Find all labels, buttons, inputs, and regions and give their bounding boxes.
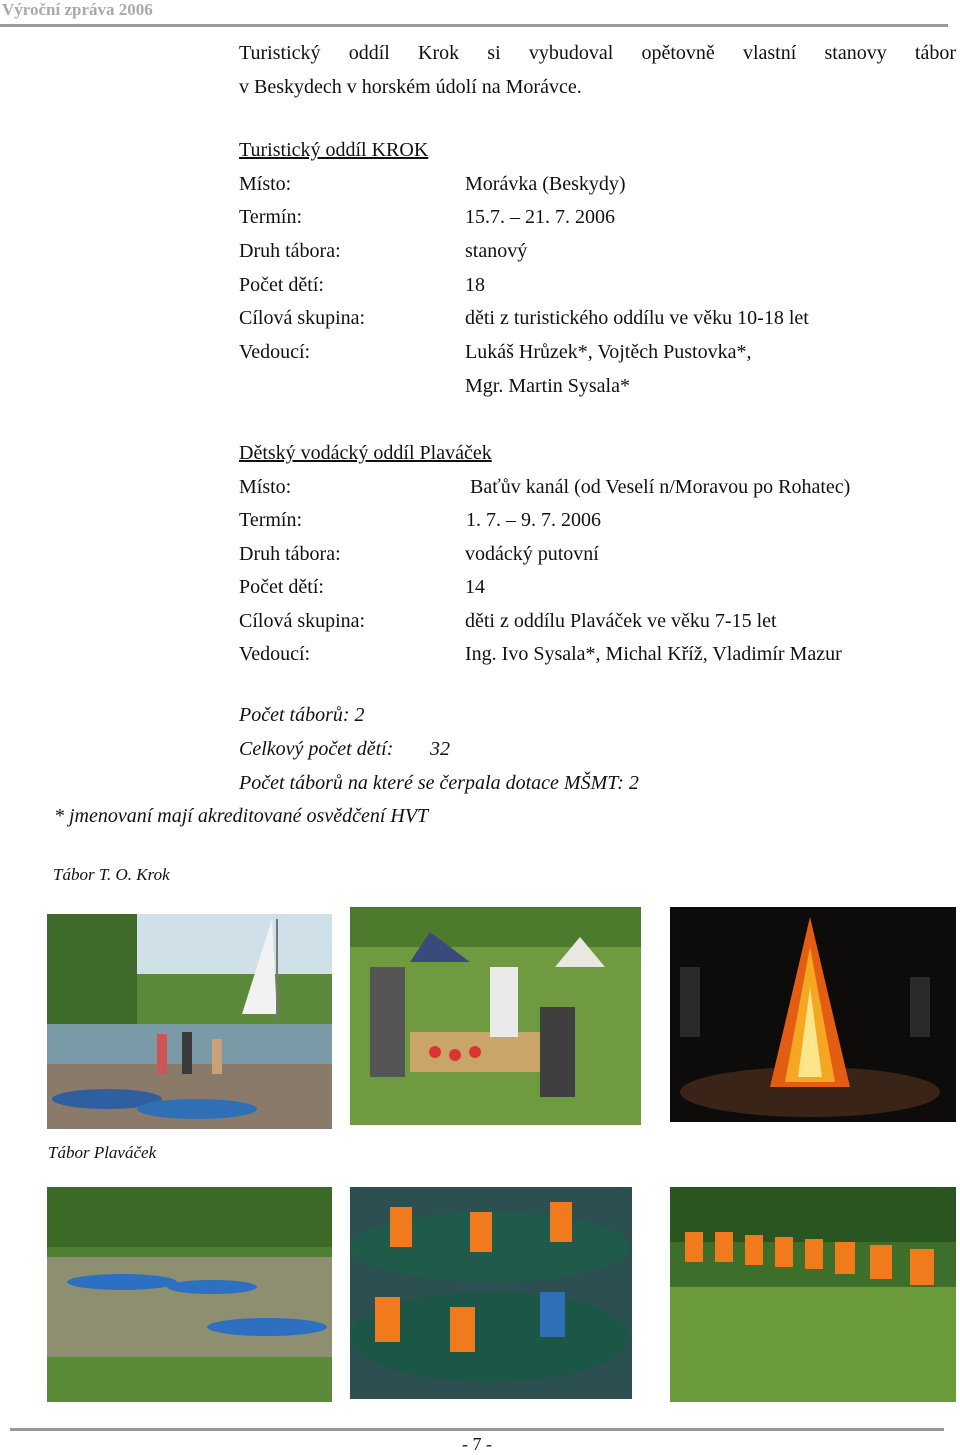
summary-children-label: Celkový počet dětí: [239, 738, 394, 760]
camp2-label-children: Počet dětí: [239, 576, 324, 598]
camp1-value-children: 18 [465, 274, 485, 296]
summary-camps: Počet táborů: 2 [239, 704, 365, 726]
camp1-title: Turistický oddíl KROK [239, 139, 429, 161]
photo-kids-lifejackets [670, 1187, 956, 1402]
footer-rule [10, 1428, 944, 1431]
camp2-value-place: Baťův kanál (od Veselí n/Moravou po Rohatec) [470, 476, 851, 498]
photo-campfire [670, 907, 956, 1122]
camp1-value-date: 15.7. – 21. 7. 2006 [465, 206, 615, 228]
caption-plavacek: Tábor Plaváček [48, 1143, 157, 1162]
camp1-value-group: děti z turistického oddílu ve věku 10-18 let [465, 307, 809, 329]
intro-line-1: Turistický oddíl Krok si vybudoval opětovně vlastní stanovy tábor [239, 42, 956, 64]
camp2-label-leaders: Vedoucí: [239, 643, 311, 665]
camp1-label-leaders: Vedoucí: [239, 341, 311, 363]
camp1-value-leaders: Lukáš Hrůzek*, Vojtěch Pustovka*, [465, 341, 752, 363]
camp2-label-type: Druh tábora: [239, 543, 341, 565]
camp2-label-group: Cílová skupina: [239, 610, 366, 632]
camp2-label-place: Místo: [239, 476, 292, 498]
camp1-label-place: Místo: [239, 173, 292, 195]
photo-lake-sailboat [47, 914, 332, 1129]
camp2-value-date: 1. 7. – 9. 7. 2006 [466, 509, 601, 531]
photo-rafts-kids [350, 1187, 632, 1399]
camp2-value-type: vodácký putovní [465, 543, 599, 565]
photo-river-canoes [47, 1187, 332, 1402]
camp2-value-leaders: Ing. Ivo Sysala*, Michal Kříž, Vladimír Mazur [465, 643, 842, 665]
intro-paragraph [239, 36, 956, 104]
footnote: * jmenovaní mají akreditované osvědčení HVT [54, 805, 429, 827]
camp1-label-type: Druh tábora: [239, 240, 341, 262]
summary-children-value: 32 [430, 738, 450, 760]
header-rule [0, 24, 948, 27]
page-number: - 7 - [462, 1434, 492, 1454]
camp2-value-group: děti z oddílu Plaváček ve věku 7-15 let [465, 610, 777, 632]
camp1-label-children: Počet dětí: [239, 274, 324, 296]
camp1-value-type: stanový [465, 240, 528, 262]
camp2-title: Dětský vodácký oddíl Plaváček [239, 442, 492, 464]
camp1-value-place: Morávka (Beskydy) [465, 173, 626, 195]
camp1-label-date: Termín: [239, 206, 303, 228]
header-title: Výroční zpráva 2006 [2, 0, 153, 19]
camp2-value-children: 14 [465, 576, 485, 598]
camp1-value-leaders-cont: Mgr. Martin Sysala* [465, 375, 630, 397]
intro-line-2: v Beskydech v horském údolí na Morávce. [239, 76, 582, 98]
summary-subsidy: Počet táborů na které se čerpala dotace MŠMT: 2 [239, 772, 639, 794]
camp2-label-date: Termín: [239, 509, 303, 531]
caption-krok: Tábor T. O. Krok [53, 865, 170, 884]
camp1-label-group: Cílová skupina: [239, 307, 366, 329]
photo-camp-table [350, 907, 641, 1125]
